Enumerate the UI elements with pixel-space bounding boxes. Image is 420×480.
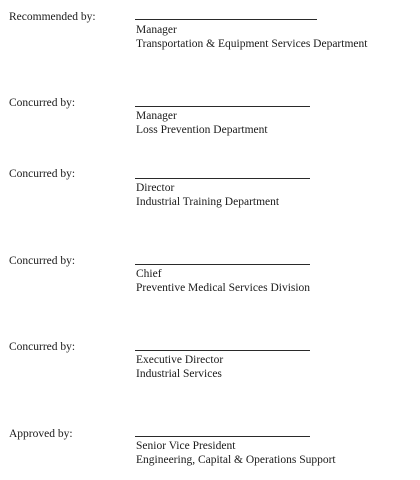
signature-role-label: Concurred by: — [9, 255, 76, 267]
signature-role-label: Approved by: — [9, 428, 73, 440]
signer-department: Industrial Training Department — [136, 196, 280, 208]
signer-title: Chief — [136, 268, 162, 280]
signer-title: Executive Director — [136, 354, 224, 366]
signature-role-label: Concurred by: — [9, 341, 76, 353]
signer-info — [136, 267, 310, 295]
signer-title: Senior Vice President — [136, 440, 236, 452]
signature-line — [135, 350, 310, 351]
signature-line — [135, 436, 310, 437]
signer-info — [136, 353, 223, 381]
signature-role-label: Recommended by: — [9, 11, 96, 23]
signature-role-label: Concurred by: — [9, 97, 76, 109]
signer-department: Preventive Medical Services Division — [136, 282, 311, 294]
signer-info — [136, 109, 268, 137]
signer-title: Manager — [136, 24, 177, 36]
signature-line — [135, 106, 310, 107]
signer-department: Engineering, Capital & Operations Support — [136, 454, 336, 466]
signer-department: Loss Prevention Department — [136, 124, 268, 136]
signer-title: Director — [136, 182, 175, 194]
signer-title: Manager — [136, 110, 177, 122]
signer-department: Transportation & Equipment Services Department — [136, 38, 368, 50]
signature-role-label: Concurred by: — [9, 168, 76, 180]
signature-line — [135, 264, 310, 265]
signature-line — [135, 178, 310, 179]
signer-info — [136, 181, 279, 209]
signer-info — [136, 439, 336, 467]
signer-department: Industrial Services — [136, 368, 222, 380]
